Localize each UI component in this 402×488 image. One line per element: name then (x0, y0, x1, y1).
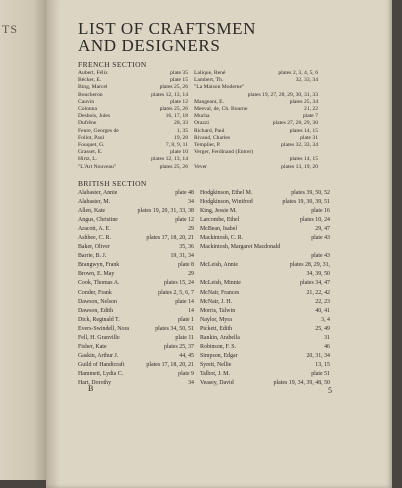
index-entry (78, 216, 194, 225)
index-entry (200, 352, 330, 361)
index-entry (194, 120, 318, 127)
entry-name: McNair, J. H. (200, 298, 232, 305)
entry-name: Dufrêne (78, 120, 97, 127)
entry-plates: plate 10 (170, 149, 188, 156)
entry-plates: plates 14, 15 (289, 156, 318, 163)
previous-page-edge (0, 0, 48, 480)
title-line-1: LIST OF CRAFTSMEN (78, 19, 257, 38)
index-entry (200, 243, 330, 252)
index-entry (194, 142, 318, 149)
french-left-column (78, 70, 188, 171)
entry-name: Mackintosh, C. R. (200, 235, 244, 242)
index-entry (200, 234, 330, 243)
entry-name: McLeish, Annie (200, 262, 238, 269)
index-entry (194, 113, 318, 120)
entry-name: "La Maison Moderne" (194, 84, 245, 91)
index-entry (78, 225, 194, 234)
entry-plates: 19, 31, 34 (170, 253, 194, 260)
index-entry (78, 189, 194, 198)
index-entry (78, 334, 194, 343)
entry-plates: 28, 33 (174, 120, 188, 127)
entry-name: Colonna (78, 106, 97, 113)
entry-plates: 22, 23 (315, 298, 330, 305)
entry-plates: 16, 17, 18 (165, 113, 188, 120)
entry-name: Robinson, F. S. (200, 343, 237, 350)
index-entry (200, 370, 330, 379)
index-entry (200, 225, 330, 234)
index-entry (78, 92, 188, 99)
entry-plates: plate 15 (170, 77, 188, 84)
entry-plates: plates 14, 15 (289, 127, 318, 134)
index-entry (78, 113, 188, 120)
page-number: 5 (328, 386, 332, 395)
book-page (46, 0, 392, 488)
british-section-heading: BRITISH SECTION (78, 179, 147, 188)
entry-name: Desbois, Jules (78, 113, 111, 120)
entry-plates: plate 7 (302, 113, 318, 120)
index-entry (78, 84, 188, 91)
index-entry (78, 352, 194, 361)
entry-name: McNair, Frances (200, 289, 240, 296)
entry-name: King, Jessie M. (200, 208, 237, 215)
entry-plates: 29 (188, 226, 194, 233)
entry-plates: 29 (188, 271, 194, 278)
entry-name: Naylor, Myra (200, 316, 232, 323)
entry-name: Dick, Reginald T. (78, 316, 120, 323)
entry-plates: 46 (324, 343, 330, 350)
bottom-mark: B (88, 384, 94, 393)
entry-plates: plate 14 (175, 298, 194, 305)
entry-name: Talbot, J. M. (200, 370, 230, 377)
index-entry (78, 142, 188, 149)
entry-plates: 32, 33, 34 (295, 77, 318, 84)
entry-plates: plates 39, 50, 52 (291, 190, 330, 196)
entry-name: Aubert, Félix (78, 70, 108, 76)
entry-name: Syrett, Nellie (200, 361, 232, 368)
entry-plates: plates 34, 50, 51 (155, 325, 194, 332)
entry-name: Rivaud, Charles (194, 134, 231, 141)
entry-name: Alabaster, Annie (78, 190, 118, 196)
index-entry (200, 279, 330, 288)
entry-name: Rankin, Arabella (200, 334, 240, 341)
index-entry (78, 156, 188, 163)
entry-plates: 44, 45 (179, 352, 194, 359)
index-entry (78, 279, 194, 288)
entry-plates: plate 1 (178, 316, 194, 323)
entry-name: Cook, Thomas A. (78, 280, 120, 287)
entry-plates: 21, 22, 42 (306, 289, 330, 296)
entry-name: Hirtz, L. (78, 156, 98, 163)
entry-name: "L'Art Nouveau" (78, 163, 117, 170)
entry-name: Fouquet, G. (78, 142, 105, 149)
index-entry (200, 379, 330, 388)
entry-name: Simpson, Edgar (200, 352, 238, 359)
entry-plates: plates 12, 13, 14 (151, 156, 188, 163)
entry-name: Boucheron (78, 91, 103, 98)
index-entry (78, 77, 188, 84)
index-entry (78, 298, 194, 307)
entry-plates: 1, 35 (176, 127, 188, 134)
index-entry (78, 252, 194, 261)
entry-plates: 40, 41 (315, 307, 330, 314)
entry-plates: plate 9 (178, 370, 194, 377)
entry-plates: 21, 22 (304, 106, 318, 113)
index-entry (78, 207, 194, 216)
index-entry (200, 270, 330, 279)
entry-name: Cauvin (78, 98, 95, 105)
entry-plates: plates 25, 26 (159, 106, 188, 113)
index-entry (200, 298, 330, 307)
index-entry (78, 325, 194, 334)
index-entry (194, 149, 318, 156)
entry-plates: plate 11 (175, 334, 194, 341)
entry-name: Hart, Dorothy (78, 379, 112, 386)
entry-plates: plates 32, 33, 34 (281, 142, 318, 149)
entry-name: Brangwyn, Frank (78, 262, 120, 269)
entry-name: Bing, Marcel (78, 84, 108, 91)
index-entry (200, 325, 330, 334)
index-entry (78, 289, 194, 298)
entry-plates: 19, 28 (174, 134, 188, 141)
entry-name: Baker, Oliver (78, 244, 110, 251)
entry-name: Larcombe, Ethel (200, 217, 240, 224)
entry-name: Fell, H. Granville (78, 334, 120, 341)
index-entry (194, 99, 318, 106)
index-entry (200, 316, 330, 325)
entry-plates: 34 (188, 199, 194, 206)
entry-plates: 34, 39, 50 (306, 271, 330, 278)
entry-plates: plates 25, 34 (289, 98, 318, 105)
entry-plates: plates 15, 24 (164, 280, 194, 287)
entry-name: Allen, Kate (78, 208, 106, 215)
index-entry (200, 307, 330, 316)
entry-plates: plate 8 (178, 262, 194, 269)
index-entry (78, 243, 194, 252)
entry-name: Grasset, E. (78, 149, 103, 156)
index-entry (194, 92, 318, 99)
entry-plates: plate 43 (311, 253, 330, 260)
entry-plates: 25, 49 (315, 325, 330, 332)
index-entry (78, 234, 194, 243)
entry-name: Angus, Christine (78, 217, 118, 224)
entry-name: Mangeant, E. (194, 98, 224, 105)
entry-plates: plate 48 (175, 190, 194, 196)
entry-name: Dawson, Edith (78, 307, 114, 314)
index-entry (200, 361, 330, 370)
entry-plates: 20, 31, 34 (306, 352, 330, 359)
entry-name: Vever (194, 163, 208, 170)
entry-name: Mackintosh, Margaret Macdonald (200, 244, 281, 251)
french-right-column (194, 70, 318, 171)
index-entry (200, 252, 330, 261)
index-entry (78, 370, 194, 379)
title-line-2: AND DESIGNERS (78, 36, 221, 55)
entry-name: Meeval, de, Ch. Bourne (194, 106, 248, 113)
entry-name: Barrie, B. J. (78, 253, 107, 260)
entry-plates: 7, 8, 9, 11 (165, 142, 188, 149)
index-entry (78, 307, 194, 316)
page-gutter-shadow (46, 0, 60, 488)
entry-name: Lalique, René (194, 70, 226, 76)
page-title (78, 20, 256, 54)
entry-plates: plate 35 (170, 70, 188, 76)
entry-plates: plates 19, 30, 39, 51 (282, 199, 330, 206)
index-entry (78, 379, 194, 388)
entry-plates: 31 (324, 334, 330, 341)
british-left-column (78, 189, 194, 388)
entry-name: Templier, P. (194, 142, 221, 149)
entry-plates: plate 51 (311, 370, 330, 377)
entry-plates: plates 27, 28, 29, 30 (272, 120, 318, 127)
entry-name: Morris, Talwin (200, 307, 236, 314)
entry-name: Feure, Georges de (78, 127, 119, 134)
entry-name: Alabaster, M. (78, 199, 110, 206)
entry-plates: 29, 47 (315, 226, 330, 233)
index-entry (194, 106, 318, 113)
entry-name: Gaskin, Arthur J. (78, 352, 119, 359)
entry-plates: plate 12 (170, 98, 188, 105)
entry-name: Bécker, E. (78, 77, 102, 84)
entry-name: Veasey, David (200, 379, 234, 386)
entry-name: Lambert, Th. (194, 77, 224, 84)
entry-plates: 14 (188, 307, 194, 314)
index-entry (194, 128, 318, 135)
index-entry (78, 361, 194, 370)
index-entry (200, 189, 330, 198)
index-entry (200, 216, 330, 225)
entry-plates: 3, 4 (321, 316, 330, 323)
entry-name: Follot, Paul (78, 134, 105, 141)
index-entry (78, 120, 188, 127)
entry-name: Hammett, Lydia C. (78, 370, 124, 377)
index-entry (200, 289, 330, 298)
entry-plates: plates 2, 5, 6, 7 (158, 289, 194, 296)
index-entry (200, 207, 330, 216)
entry-plates: plates 2, 3, 4, 5, 6 (278, 70, 318, 76)
index-entry (194, 135, 318, 142)
index-entry (78, 128, 188, 135)
entry-name: Evers-Swindell, Nora (78, 325, 130, 332)
entry-plates: plates 19, 27, 28, 29, 30, 31, 33 (247, 91, 318, 98)
entry-plates: plates 19, 20, 31, 33, 38 (137, 208, 194, 215)
entry-plates: plates 34, 47 (300, 280, 330, 287)
index-entry (78, 198, 194, 207)
entry-name: Orazzi (194, 120, 209, 127)
index-entry (78, 149, 188, 156)
entry-name: Aracott, A. E. (78, 226, 111, 233)
index-entry (194, 77, 318, 84)
index-entry (194, 156, 318, 163)
entry-name: Mucha (194, 113, 210, 120)
entry-name: Hodgkinson, Winifred (200, 199, 253, 206)
index-entry (78, 316, 194, 325)
entry-plates: plates 12, 13, 14 (151, 91, 188, 98)
british-right-column (200, 189, 330, 388)
entry-name: Richard, Paul (194, 127, 225, 134)
index-entry (200, 261, 330, 270)
entry-plates: 35, 36 (179, 244, 194, 251)
index-entry (78, 106, 188, 113)
entry-name: Hodgkinson, Ethel M. (200, 190, 253, 196)
index-entry (78, 343, 194, 352)
index-entry (78, 99, 188, 106)
entry-plates: plate 43 (311, 235, 330, 242)
index-entry (194, 84, 318, 91)
entry-name: Conder, Frank (78, 289, 112, 296)
entry-plates: plates 25, 26 (159, 163, 188, 170)
index-entry (78, 70, 188, 77)
entry-name: Guild of Handicraft (78, 361, 125, 368)
entry-name: Brown, E. May (78, 271, 115, 278)
index-entry (194, 70, 318, 77)
entry-plates: plate 12 (175, 217, 194, 224)
entry-plates: plates 17, 18, 20, 21 (146, 361, 194, 368)
index-entry (200, 198, 330, 207)
entry-plates: plates 10, 24 (300, 217, 330, 224)
index-entry (78, 164, 188, 171)
previous-page-text: TS (2, 22, 19, 36)
entry-name: McBean, Isabel (200, 226, 237, 233)
index-entry (78, 135, 188, 142)
entry-plates: plates 25, 37 (164, 343, 194, 350)
entry-plates: plate 16 (311, 208, 330, 215)
index-entry (78, 270, 194, 279)
index-entry (78, 261, 194, 270)
index-entry (200, 343, 330, 352)
index-entry (200, 334, 330, 343)
entry-name: McLeish, Minnie (200, 280, 241, 287)
french-section-heading: FRENCH SECTION (78, 60, 147, 69)
index-entry (194, 164, 318, 171)
entry-plates: plates 13, 19, 20 (281, 163, 318, 170)
entry-plates: 34 (188, 379, 194, 386)
entry-name: Fisher, Kate (78, 343, 107, 350)
entry-plates: 13, 15 (315, 361, 330, 368)
entry-name: Pickett, Edith (200, 325, 233, 332)
entry-plates: plates 28, 29, 31, (289, 262, 330, 269)
entry-plates: plate 31 (300, 134, 318, 141)
entry-name: Ashbee, C. R. (78, 235, 111, 242)
entry-plates: plates 25, 26 (159, 84, 188, 91)
entry-plates: plates 17, 18, 20, 21 (146, 235, 194, 242)
entry-plates: plates 19, 34, 39, 48, 50 (273, 379, 330, 386)
entry-name: Dawson, Nelson (78, 298, 117, 305)
entry-name: Verger, Ferdinand (Entrer) (194, 149, 254, 156)
